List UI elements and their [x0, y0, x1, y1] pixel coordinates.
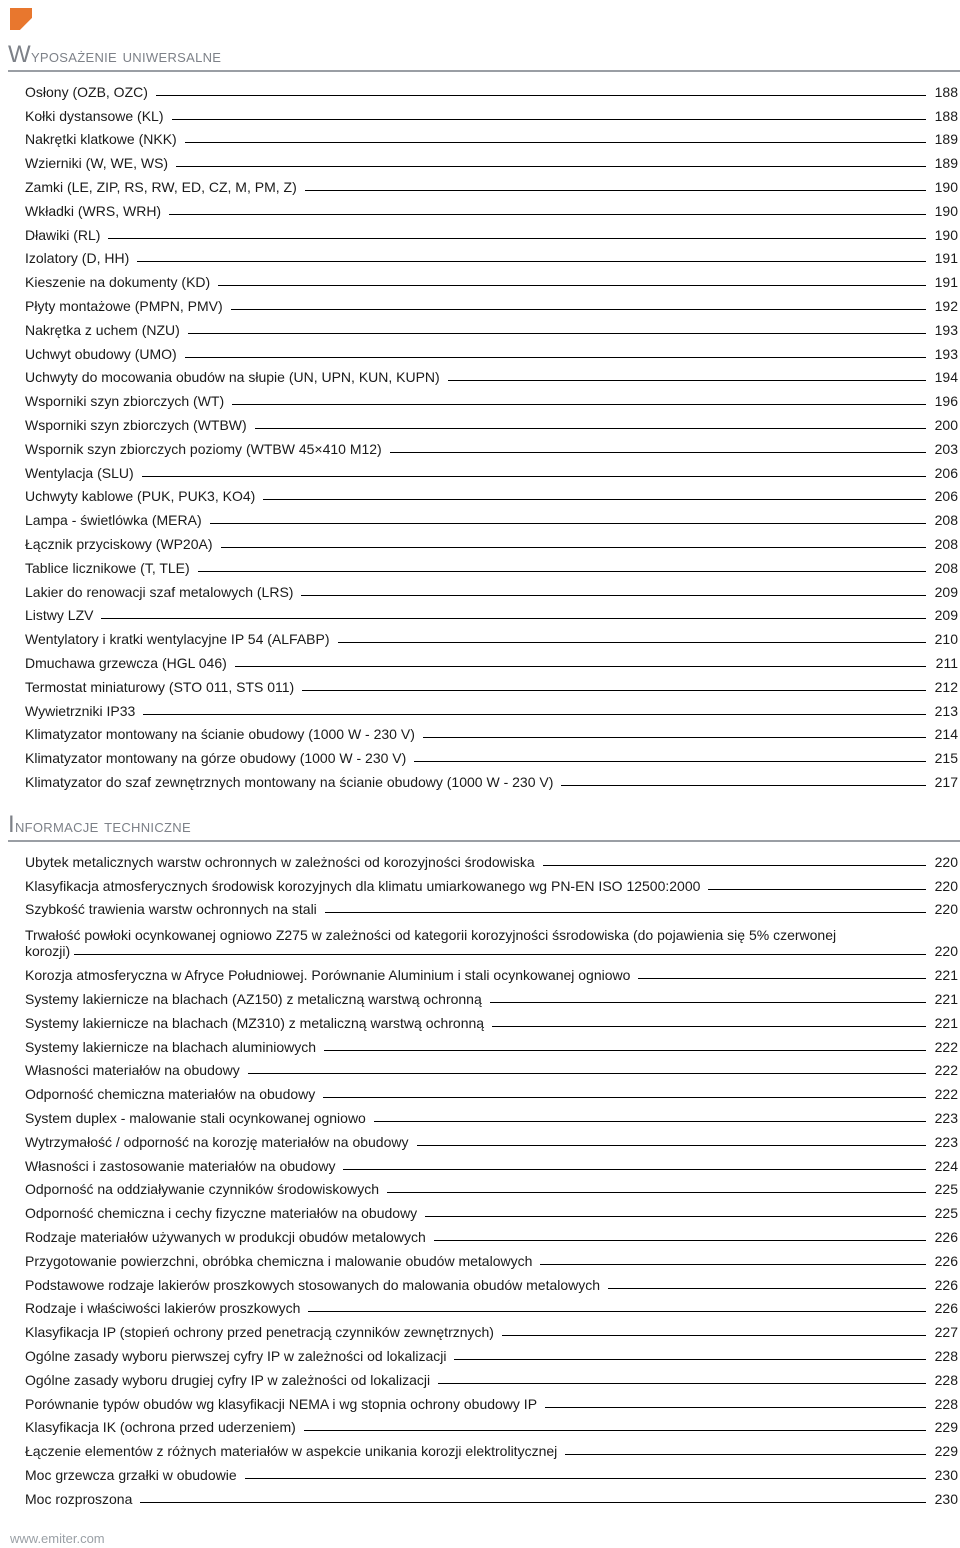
toc-entry-page: 193 — [934, 345, 958, 362]
toc-entry-page: 225 — [934, 1181, 958, 1198]
toc-entry-page: 214 — [934, 726, 958, 743]
toc-entry-page: 188 — [934, 83, 958, 100]
toc-entry[interactable] — [25, 504, 958, 528]
toc-entry-page: 190 — [934, 178, 958, 195]
toc-entry-title: Dławiki (RL) — [25, 226, 101, 243]
toc-entry-title: Rodzaje i właściwości lakierów proszkowych — [25, 1300, 301, 1317]
toc-list — [8, 76, 960, 790]
toc-entry-title: Zamki (LE, ZIP, RS, RW, ED, CZ, M, PM, Z) — [25, 178, 297, 195]
toc-entry[interactable] — [25, 171, 958, 195]
section-universal-equipment — [8, 40, 960, 790]
toc-entry[interactable] — [25, 1078, 958, 1102]
toc-entry-page: 230 — [934, 1466, 958, 1483]
toc-entry-title: Płyty montażowe (PMPN, PMV) — [25, 297, 223, 314]
toc-entry[interactable] — [25, 983, 958, 1007]
toc-entry[interactable] — [25, 1483, 958, 1507]
toc-entry-leader — [255, 428, 926, 429]
toc-entry[interactable] — [25, 1102, 958, 1126]
toc-entry-title: Klasyfikacja IK (ochrona przed uderzeniem) — [25, 1419, 296, 1436]
toc-entry-title: Własności i zastosowanie materiałów na obudowy — [25, 1157, 336, 1174]
toc-entry-title: Lakier do renowacji szaf metalowych (LRS) — [25, 583, 294, 600]
toc-entry[interactable] — [25, 457, 958, 481]
toc-entry-title: Termostat miniaturowy (STO 011, STS 011) — [25, 678, 295, 695]
toc-entry-page: 215 — [934, 750, 958, 767]
toc-entry-leader — [231, 309, 926, 310]
toc-entry-page: 189 — [934, 131, 958, 148]
toc-entry[interactable] — [25, 1269, 958, 1293]
toc-entry[interactable] — [25, 385, 958, 409]
toc-entry-page: 226 — [934, 1252, 958, 1269]
toc-entry-title: Systemy lakiernicze na blachach aluminiowych — [25, 1038, 317, 1055]
toc-entry[interactable] — [25, 1245, 958, 1269]
toc-entry-leader — [263, 499, 926, 500]
toc-entry[interactable] — [25, 1150, 958, 1174]
toc-entry-page: 190 — [934, 226, 958, 243]
toc-entry-leader — [188, 333, 926, 334]
toc-entry-leader — [235, 666, 926, 667]
toc-entry-page: 222 — [934, 1086, 958, 1103]
toc-entry-page: 224 — [934, 1157, 958, 1174]
toc-entry-title: Ogólne zasady wyboru pierwszej cyfry IP w zależności od lokalizacji — [25, 1347, 447, 1364]
toc-entry-title: Wentylatory i kratki wentylacyjne IP 54 (ALFABP) — [25, 631, 330, 648]
toc-entry-leader — [438, 1383, 926, 1384]
toc-entry-title: Przygotowanie powierzchni, obróbka chemiczna i malowanie obudów metalowych — [25, 1252, 533, 1269]
section-rule — [8, 840, 960, 842]
toc-entry[interactable] — [25, 124, 958, 148]
toc-entry-page: 220 — [934, 877, 958, 894]
toc-entry-page: 208 — [934, 535, 958, 552]
toc-entry-page: 220 — [934, 901, 958, 918]
section-title: Wyposażenie uniwersalne — [8, 41, 222, 68]
toc-entry-leader — [221, 547, 927, 548]
toc-entry[interactable] — [25, 195, 958, 219]
toc-entry-leader — [108, 238, 926, 239]
toc-entry[interactable] — [25, 100, 958, 124]
toc-entry-leader — [638, 978, 926, 979]
toc-entry-title: Wytrzymałość / odporność na korozję materiałów na obudowy — [25, 1133, 409, 1150]
toc-entry-title: Odporność chemiczna materiałów na obudowy — [25, 1086, 316, 1103]
toc-entry-leader — [454, 1359, 926, 1360]
toc-entry[interactable] — [25, 695, 958, 719]
toc-entry-page: 200 — [934, 416, 958, 433]
toc-entry-page: 217 — [934, 773, 958, 790]
toc-entry[interactable] — [25, 766, 958, 790]
toc-entry-title: Korozja atmosferyczna w Afryce Południowej. Porównanie Aluminium i stali ocynkowanej ogniowo — [25, 967, 631, 984]
toc-entry-title: Izolatory (D, HH) — [25, 250, 130, 267]
toc-entry[interactable] — [25, 1174, 958, 1198]
toc-entry[interactable] — [25, 290, 958, 314]
toc-entry[interactable] — [25, 409, 958, 433]
toc-entry-leader — [323, 1097, 926, 1098]
toc-entry-title: Własności materiałów na obudowy — [25, 1062, 240, 1079]
toc-entry-leader — [565, 1454, 926, 1455]
toc-entry-leader — [543, 865, 926, 866]
toc-entry-title: Łącznik przyciskowy (WP20A) — [25, 535, 213, 552]
toc-entry-leader — [232, 404, 926, 405]
toc-entry[interactable] — [25, 266, 958, 290]
toc-entry-leader — [176, 166, 926, 167]
toc-entry-title: System duplex - malowanie stali ocynkowanej ogniowo — [25, 1109, 366, 1126]
toc-entry-page: 227 — [934, 1324, 958, 1341]
toc-entry-page: 189 — [934, 155, 958, 172]
toc-entry-title: Moc rozproszona — [25, 1490, 133, 1507]
toc-entry-leader — [708, 889, 926, 890]
toc-entry-title: Odporność na oddziaływanie czynników środowiskowych — [25, 1181, 380, 1198]
toc-entry[interactable] — [25, 600, 958, 624]
toc-entry-leader — [338, 642, 927, 643]
toc-entry-page: 191 — [934, 274, 958, 291]
toc-entry[interactable] — [25, 243, 958, 267]
toc-entry[interactable] — [25, 846, 958, 870]
toc-entry-leader — [305, 190, 926, 191]
toc-entry-page: 222 — [934, 1062, 958, 1079]
toc-entry-leader — [308, 1311, 926, 1312]
toc-entry-leader — [417, 1145, 927, 1146]
toc-entry-page: 228 — [934, 1371, 958, 1388]
toc-entry-title: Rodzaje materiałów używanych w produkcji obudów metalowych — [25, 1228, 426, 1245]
toc-entry-title: Klimatyzator do szaf zewnętrznych montowany na ścianie obudowy (1000 W - 230 V) — [25, 773, 554, 790]
toc-entry-title: Uchwyt obudowy (UMO) — [25, 345, 177, 362]
toc-entry-page: 208 — [934, 512, 958, 529]
toc-entry-page: 225 — [934, 1205, 958, 1222]
toc-entry-page: 220 — [934, 853, 958, 870]
toc-entry-title: Klasyfikacja IP (stopień ochrony przed penetracją czynników zewnętrznych) — [25, 1324, 494, 1341]
toc-entry[interactable] — [25, 1197, 958, 1221]
toc-entry[interactable] — [25, 1364, 958, 1388]
toc-entry-leader — [198, 571, 926, 572]
toc-entry-title: Kołki dystansowe (KL) — [25, 107, 164, 124]
toc-entry[interactable] — [25, 314, 958, 338]
toc-entry[interactable] — [25, 576, 958, 600]
toc-entry[interactable] — [25, 528, 958, 552]
toc-entry-page: 203 — [934, 440, 958, 457]
toc-entry-leader — [172, 119, 926, 120]
toc-entry[interactable] — [25, 623, 958, 647]
toc-entry-leader — [390, 452, 926, 453]
toc-entry-title: Wzierniki (W, WE, WS) — [25, 155, 169, 172]
toc-entry-page: 223 — [934, 1109, 958, 1126]
toc-entry-title: Osłony (OZB, OZC) — [25, 83, 148, 100]
toc-entry-title: Ubytek metalicznych warstw ochronnych w zależności od korozyjności środowiska — [25, 853, 535, 870]
toc-entry-leader — [101, 618, 926, 619]
toc-entry-title: Moc grzewcza grzałki w obudowie — [25, 1466, 237, 1483]
toc-entry-leader — [540, 1264, 926, 1265]
toc-entry-page: 191 — [934, 250, 958, 267]
toc-entry-leader — [425, 1216, 926, 1217]
toc-entry[interactable] — [25, 671, 958, 695]
toc-entry-leader — [156, 95, 926, 96]
section-technical-info — [8, 810, 960, 1507]
toc-entry-leader — [142, 476, 926, 477]
toc-entry-page: 193 — [934, 321, 958, 338]
toc-entry-leader — [302, 690, 926, 691]
toc-entry-title: Wywietrzniki IP33 — [25, 702, 136, 719]
toc-entry-page: 196 — [934, 393, 958, 410]
section-rule — [8, 70, 960, 72]
toc-entry[interactable] — [25, 219, 958, 243]
toc-entry-leader — [169, 214, 926, 215]
toc-list — [8, 846, 960, 1507]
toc-entry-title: Trwałość powłoki ocynkowanej ogniowo Z275 w zależności od kategorii korozyjności śsrodowiska (do pojawienia się 5% czerwonej — [25, 927, 837, 944]
toc-entry-page: 192 — [934, 297, 958, 314]
section-title: Informacje techniczne — [8, 811, 191, 838]
toc-entry-leader — [301, 595, 926, 596]
toc-entry-title: Szybkość trawienia warstw ochronnych na stali — [25, 901, 317, 918]
toc-entry-title: Kieszenie na dokumenty (KD) — [25, 274, 211, 291]
toc-entry[interactable] — [25, 362, 958, 386]
toc-entry-page: 209 — [934, 583, 958, 600]
toc-entry-leader — [414, 761, 926, 762]
toc-entry-title: Uchwyty do mocowania obudów na słupie (UN, UPN, KUN, KUPN) — [25, 369, 440, 386]
toc-entry-page: 226 — [934, 1276, 958, 1293]
toc-entry-leader — [140, 1502, 926, 1503]
toc-entry[interactable] — [25, 1031, 958, 1055]
toc-entry-page: 212 — [934, 678, 958, 695]
toc-entry-leader — [143, 714, 926, 715]
toc-entry[interactable] — [25, 647, 958, 671]
toc-entry-page: 206 — [934, 464, 958, 481]
toc-entry-title: Łączenie elementów z różnych materiałów w aspekcie unikania korozji elektrolitycznej — [25, 1443, 558, 1460]
toc-entry-page: 213 — [934, 702, 958, 719]
toc-entry-title: Klimatyzator montowany na górze obudowy (1000 W - 230 V) — [25, 750, 407, 767]
toc-entry-title: Listwy LZV — [25, 607, 94, 624]
toc-entry-title: Systemy lakiernicze na blachach (AZ150) z metaliczną warstwą ochronną — [25, 990, 482, 1007]
toc-entry-title: Ogólne zasady wyboru drugiej cyfry IP w zależności od lokalizacji — [25, 1371, 431, 1388]
toc-entry[interactable] — [25, 433, 958, 457]
toc-entry-page: 229 — [934, 1443, 958, 1460]
toc-entry-page: 190 — [934, 202, 958, 219]
corner-marker — [10, 8, 32, 30]
toc-entry-page: 221 — [934, 990, 958, 1007]
toc-entry-page: 223 — [934, 1133, 958, 1150]
toc-entry[interactable] — [25, 1007, 958, 1031]
toc-entry[interactable] — [25, 959, 958, 983]
toc-entry-leader — [374, 1121, 926, 1122]
toc-entry-leader — [248, 1073, 926, 1074]
toc-entry[interactable] — [25, 481, 958, 505]
toc-entry-page: 220 — [934, 943, 958, 960]
toc-entry[interactable] — [25, 1435, 958, 1459]
toc-entry[interactable] — [25, 870, 958, 894]
toc-entry-title-continued: korozji) — [25, 943, 71, 960]
toc-entry-leader — [448, 380, 926, 381]
toc-entry-title: Wkładki (WRS, WRH) — [25, 202, 162, 219]
toc-entry-leader — [210, 523, 926, 524]
toc-entry-leader — [387, 1192, 926, 1193]
toc-entry-page: 211 — [935, 654, 958, 671]
toc-entry-page: 229 — [934, 1419, 958, 1436]
toc-entry[interactable] — [25, 1055, 958, 1079]
toc-entry-title: Uchwyty kablowe (PUK, PUK3, KO4) — [25, 488, 256, 505]
toc-entry[interactable] — [25, 1221, 958, 1245]
toc-entry-page: 208 — [934, 559, 958, 576]
toc-entry-leader — [245, 1478, 926, 1479]
toc-entry-leader — [218, 285, 926, 286]
toc-entry-page: 222 — [934, 1038, 958, 1055]
toc-entry-title: Klasyfikacja atmosferycznych środowisk korozyjnych dla klimatu umiarkowanego wg PN-EN ISO 12500:2000 — [25, 877, 701, 894]
toc-entry-page: 230 — [934, 1490, 958, 1507]
toc-entry-leader — [434, 1240, 926, 1241]
toc-entry-title: Odporność chemiczna i cechy fizyczne materiałów na obudowy — [25, 1205, 418, 1222]
toc-entry[interactable] — [25, 1316, 958, 1340]
toc-entry-leader — [502, 1335, 926, 1336]
toc-entry-leader — [185, 142, 926, 143]
toc-entry[interactable] — [25, 719, 958, 743]
toc-entry-leader — [325, 912, 926, 913]
toc-entry-page: 228 — [934, 1347, 958, 1364]
toc-entry-title: Podstawowe rodzaje lakierów proszkowych stosowanych do malowania obudów metalowych — [25, 1276, 601, 1293]
toc-entry-page: 188 — [934, 107, 958, 124]
toc-entry-page: 221 — [934, 1014, 958, 1031]
toc-entry-leader — [137, 261, 926, 262]
toc-entry-title: Wsporniki szyn zbiorczych (WTBW) — [25, 416, 247, 433]
toc-entry-title: Wentylacja (SLU) — [25, 464, 134, 481]
toc-entry[interactable] — [25, 76, 958, 100]
toc-entry-title: Porównanie typów obudów wg klasyfikacji NEMA i wg stopnia ochrony obudowy IP — [25, 1395, 538, 1412]
toc-entry[interactable] — [25, 552, 958, 576]
toc-entry-title: Nakrętka z uchem (NZU) — [25, 321, 180, 338]
toc-entry-title: Systemy lakiernicze na blachach (MZ310) z metaliczną warstwą ochronną — [25, 1014, 485, 1031]
toc-entry-page: 226 — [934, 1300, 958, 1317]
toc-entry-leader — [608, 1288, 926, 1289]
toc-entry-title: Tablice licznikowe (T, TLE) — [25, 559, 190, 576]
toc-entry[interactable] — [25, 917, 958, 959]
toc-entry[interactable] — [25, 1459, 958, 1483]
toc-entry-leader — [74, 954, 926, 955]
toc-entry[interactable] — [25, 147, 958, 171]
toc-entry-title: Dmuchawa grzewcza (HGL 046) — [25, 654, 227, 671]
toc-entry-page: 209 — [934, 607, 958, 624]
toc-entry-title: Wsporniki szyn zbiorczych (WT) — [25, 393, 225, 410]
toc-entry-leader — [324, 1050, 926, 1051]
toc-entry-page: 226 — [934, 1228, 958, 1245]
toc-entry-leader — [343, 1169, 926, 1170]
toc-entry[interactable] — [25, 742, 958, 766]
toc-entry-leader — [561, 785, 926, 786]
toc-entry-title: Nakrętki klatkowe (NKK) — [25, 131, 177, 148]
toc-entry[interactable] — [25, 1126, 958, 1150]
toc-entry[interactable] — [25, 1340, 958, 1364]
toc-entry[interactable] — [25, 1388, 958, 1412]
toc-entry-page: 194 — [934, 369, 958, 386]
toc-entry[interactable] — [25, 1412, 958, 1436]
toc-entry-page: 228 — [934, 1395, 958, 1412]
toc-entry-page: 206 — [934, 488, 958, 505]
toc-entry[interactable] — [25, 1293, 958, 1317]
toc-entry-title: Klimatyzator montowany na ścianie obudowy (1000 W - 230 V) — [25, 726, 415, 743]
toc-entry-title: Lampa - świetlówka (MERA) — [25, 512, 202, 529]
toc-entry[interactable] — [25, 894, 958, 918]
toc-entry-title: Wspornik szyn zbiorczych poziomy (WTBW 45×410 M12) — [25, 440, 382, 457]
toc-entry-leader — [423, 737, 926, 738]
toc-entry-leader — [185, 357, 926, 358]
toc-entry-page: 210 — [934, 631, 958, 648]
toc-entry-page: 221 — [934, 967, 958, 984]
toc-entry-leader — [492, 1026, 926, 1027]
footer-url[interactable]: www.emiter.com — [10, 1531, 105, 1546]
toc-entry-leader — [304, 1430, 926, 1431]
toc-entry-leader — [545, 1407, 926, 1408]
toc-entry[interactable] — [25, 338, 958, 362]
toc-entry-leader — [490, 1002, 926, 1003]
